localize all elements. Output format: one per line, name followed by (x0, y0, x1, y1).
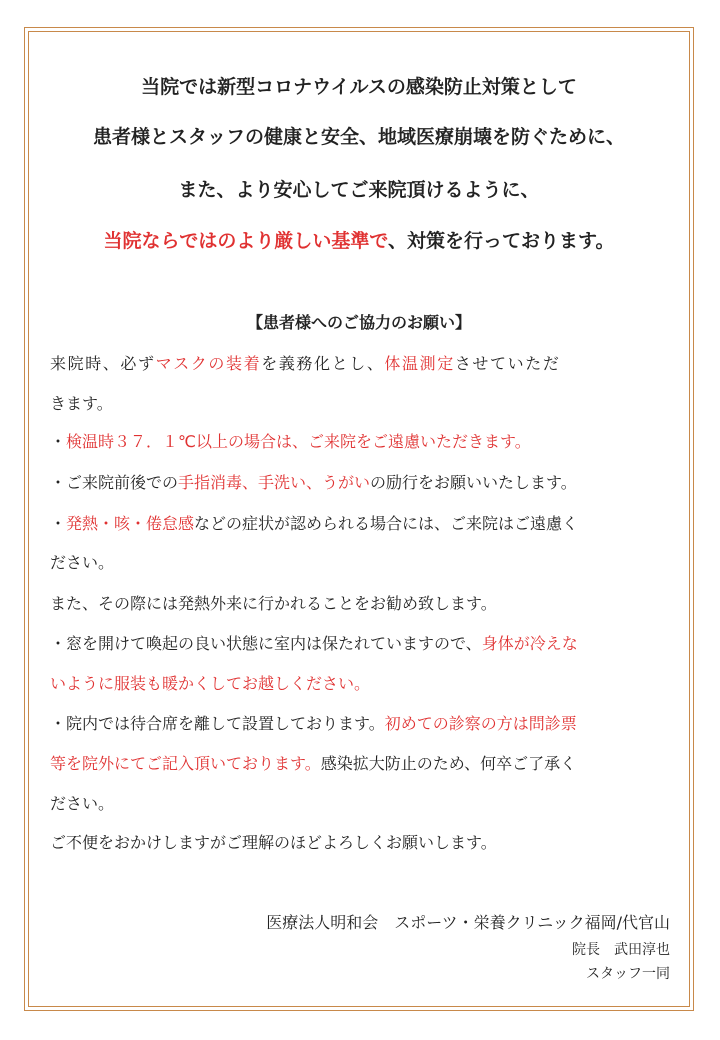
bullet-5-line-2 (50, 753, 675, 775)
bullet-3-line-2: ださい。 (50, 553, 115, 572)
bullet-1-prefix: ・ (50, 432, 67, 451)
bullet-3-rest: などの症状が認められる場合には、ご来院はご遠慮く (194, 514, 579, 533)
paragraph-1-line-1 (50, 353, 675, 375)
bullet-4-line-1 (50, 633, 675, 655)
bullet-4-highlight-1: 身体が冷えな (481, 634, 578, 653)
headline-line-2: 患者様とスタッフの健康と安全、地域医療崩壊を防ぐために、 (92, 126, 625, 148)
bullet-5-highlight-2: 等を院外にてご記入頂いております。 (50, 754, 321, 773)
p1-text-a: 来院時、必ず (50, 354, 156, 373)
signature-director: 院長 武田淳也 (572, 942, 670, 958)
headline-line-4 (30, 229, 688, 253)
p1-highlight-temperature: 体温測定 (384, 354, 455, 373)
headline-line-4-rest: 、対策を行っております。 (387, 230, 615, 252)
signature-staff: スタッフ一同 (586, 966, 670, 982)
closing-line: ご不便をおかけしますがご理解のほどよろしくお願いします。 (50, 833, 497, 852)
bullet-3-prefix: ・ (50, 514, 67, 533)
section-title: 【患者様へのご協力のお願い】 (246, 313, 471, 332)
bullet-3-line-1 (50, 513, 675, 535)
bullet-5-rest: 感染拡大防止のため、何卒ご了承く (320, 754, 577, 773)
bullet-2 (50, 472, 675, 494)
p1-highlight-mask: マスクの装着 (155, 354, 262, 373)
bullet-4-text: ・窓を開けて喚起の良い状態に室内は保たれていますので、 (50, 634, 482, 653)
bullet-2-prefix: ・ご来院前後での (50, 473, 179, 492)
p1-text-b: を義務化とし、 (261, 354, 385, 373)
bullet-1-highlight: 検温時３７．１℃以上の場合は、ご来院をご遠慮いただきます。 (66, 432, 531, 451)
p1-text-c: させていただ (454, 354, 561, 373)
bullet-2-highlight: 手指消毒、手洗い、うがい (178, 473, 371, 492)
bullet-2-rest: の励行をお願いいたします。 (370, 473, 577, 492)
bullet-5-highlight-1: 初めての診察の方は問診票 (384, 714, 577, 733)
bullet-4-line-2: いように服装も暖かくしてお越しください。 (50, 674, 371, 693)
paragraph-1-line-2: きます。 (50, 394, 113, 413)
bullet-1 (50, 431, 675, 453)
headline-line-3: また、より安心してご来院頂けるように、 (178, 179, 540, 201)
bullet-5-line-3: ださい。 (50, 794, 115, 813)
paragraph-2: また、その際には発熱外来に行かれることをお勧め致します。 (50, 594, 497, 613)
headline-line-1: 当院では新型コロナウイルスの感染防止対策として (141, 76, 577, 98)
bullet-5-line-1 (50, 713, 675, 735)
headline-highlight: 当院ならではのより厳しい基準で (103, 230, 388, 252)
signature-organization: 医療法人明和会 スポーツ・栄養クリニック福岡/代官山 (266, 913, 670, 932)
bullet-3-highlight: 発熱・咳・倦怠感 (66, 514, 195, 533)
bullet-5-text: ・院内では待合席を離して設置しております。 (50, 714, 385, 733)
